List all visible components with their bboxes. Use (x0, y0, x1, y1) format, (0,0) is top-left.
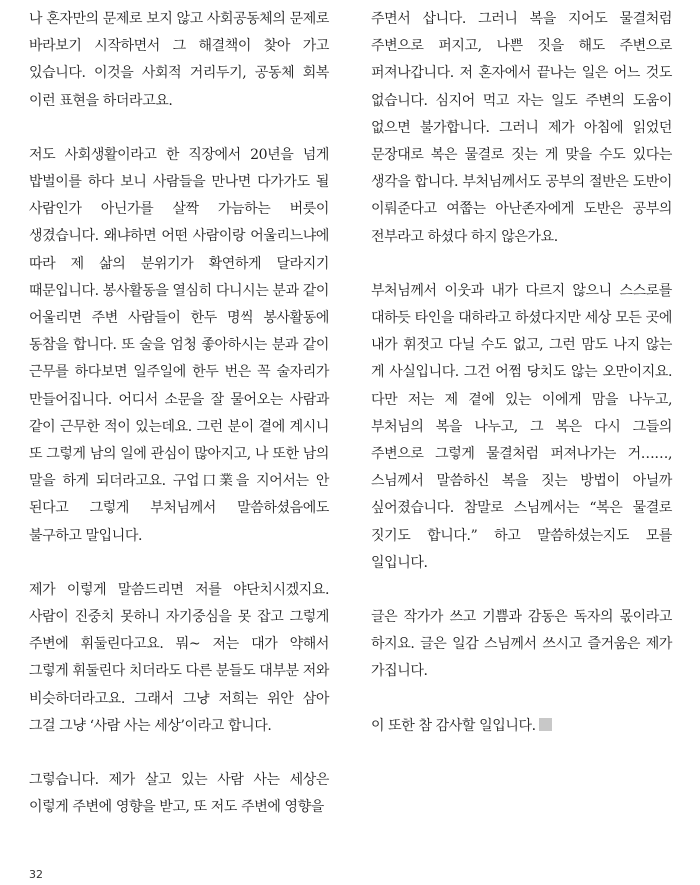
body-paragraph: 그렇습니다. 제가 살고 있는 사람 사는 세상은 이렇게 주변에 영향을 받고, 또 저도 주변에 영향을 (29, 772, 329, 816)
body-paragraph: 주면서 삽니다. 그러니 복을 지어도 물결처럼 주변으로 퍼지고, 나쁜 짓을 해도 주변으로 퍼져나갑니다. 저 혼자에서 끝나는 일은 어느 것도 없습니다. 심지어 먹고 자는 일도 주변의 도움이 없으면 불가합니다. 그러니 제가 아침에 읽었던 문장대로 복은 물결로 짓는 게 맞을 수도 있다는 생각을 합니다. 부처님께서도 공부의 절반은 도반이 이뤄준다고 여쭙는 아난존자에게 도반은 공부의 전부라고 하셨다 하지 않은가요. (371, 11, 672, 245)
body-paragraph: 저도 사회생활이라고 한 직장에서 20년을 넘게 밥벌이를 하다 보니 사람들을 만나면 다가가도 될 사람인가 아닌가를 살짝 가늠하는 버릇이 생겼습니다. 왜냐하면 어떤 사람이랑 어울리느냐에 따라 제 삶의 분위기가 확연하게 달라지기 때문입니다. 봉사활동을 열심히 다니시는 분과 같이 어울리면 주변 사람들이 한두 명씩 봉사활동에 동참을 합니다. 또 술을 엄청 좋아하시는 분과 같이 근무를 하다보면 일주일에 한두 번은 꼭 술자리가 만들어집니다. 어디서 소문을 잘 물어오는 사람과 같이 근무한 적이 있는데요. 그런 분이 곁에 계시니 또 그렇게 남의 일에 관심이 많아지고, 나 또한 남의 말을 하게 되더라고요. 구업口業을 지어서는 안 된다고 그렇게 부처님께서 말씀하셨음에도 불구하고 말입니다. (29, 146, 329, 544)
paragraph-gap (371, 251, 672, 278)
closing-paragraph (371, 713, 672, 740)
paragraph-gap (371, 577, 672, 604)
body-paragraph: 부처님께서 이웃과 내가 다르지 않으니 스스로를 대하듯 타인을 대하라고 하셨다지만 세상 모든 곳에 내가 휘젓고 다닐 수도 없고, 그런 맘도 나지 않는 게 사실입니다. 그건 어쩜 당치도 않는 오만이지요. 다만 저는 제 곁에 있는 이에게 맘을 나누고, 부처님의 복을 나누고, 그 복은 다시 그들의 주변으로 그렇게 물결처럼 퍼져나가는 거……, 스님께서 말씀하신 복을 짓는 방법이 아닐까 싶어졌습니다. 참말로 스님께서는 “복은 물결로 짓기도 합니다.” 하고 말씀하셨는지도 모를 일입니다. (371, 282, 672, 571)
left-column (29, 6, 329, 821)
body-paragraph: 제가 이렇게 말씀드리면 저를 야단치시겠지요. 사람이 진중치 못하니 자기중심을 못 잡고 그렇게 주변에 휘둘린다고요. 뭐~ 저는 대가 약해서 그렇게 휘둘린다 치더라도 다른 분들도 대부분 저와 비슷하더라고요. 그래서 그냥 저희는 위안 삼아 그걸 그냥 ‘사람 사는 세상’이라고 합니다. (29, 581, 329, 734)
right-column (371, 6, 672, 740)
paragraph-gap (371, 686, 672, 713)
body-paragraph: 나 혼자만의 문제로 보지 않고 사회공동체의 문제로 바라보기 시작하면서 그 해결책이 찾아 가고 있습니다. 이것을 사회적 거리두기, 공동체 회복 이런 표현을 하더라고요. (29, 11, 329, 109)
body-paragraph: 글은 작가가 쓰고 기쁨과 감동은 독자의 몫이라고 하지요. 글은 일감 스님께서 쓰시고 즐거움은 제가 가집니다. (371, 609, 672, 680)
paragraph-gap (29, 740, 329, 767)
closing-text: 이 또한 참 감사할 일입니다. (371, 717, 536, 734)
page-number: 32 (29, 868, 43, 881)
paragraph-gap (29, 550, 329, 577)
end-mark-icon (539, 718, 552, 731)
paragraph-gap (29, 115, 329, 142)
